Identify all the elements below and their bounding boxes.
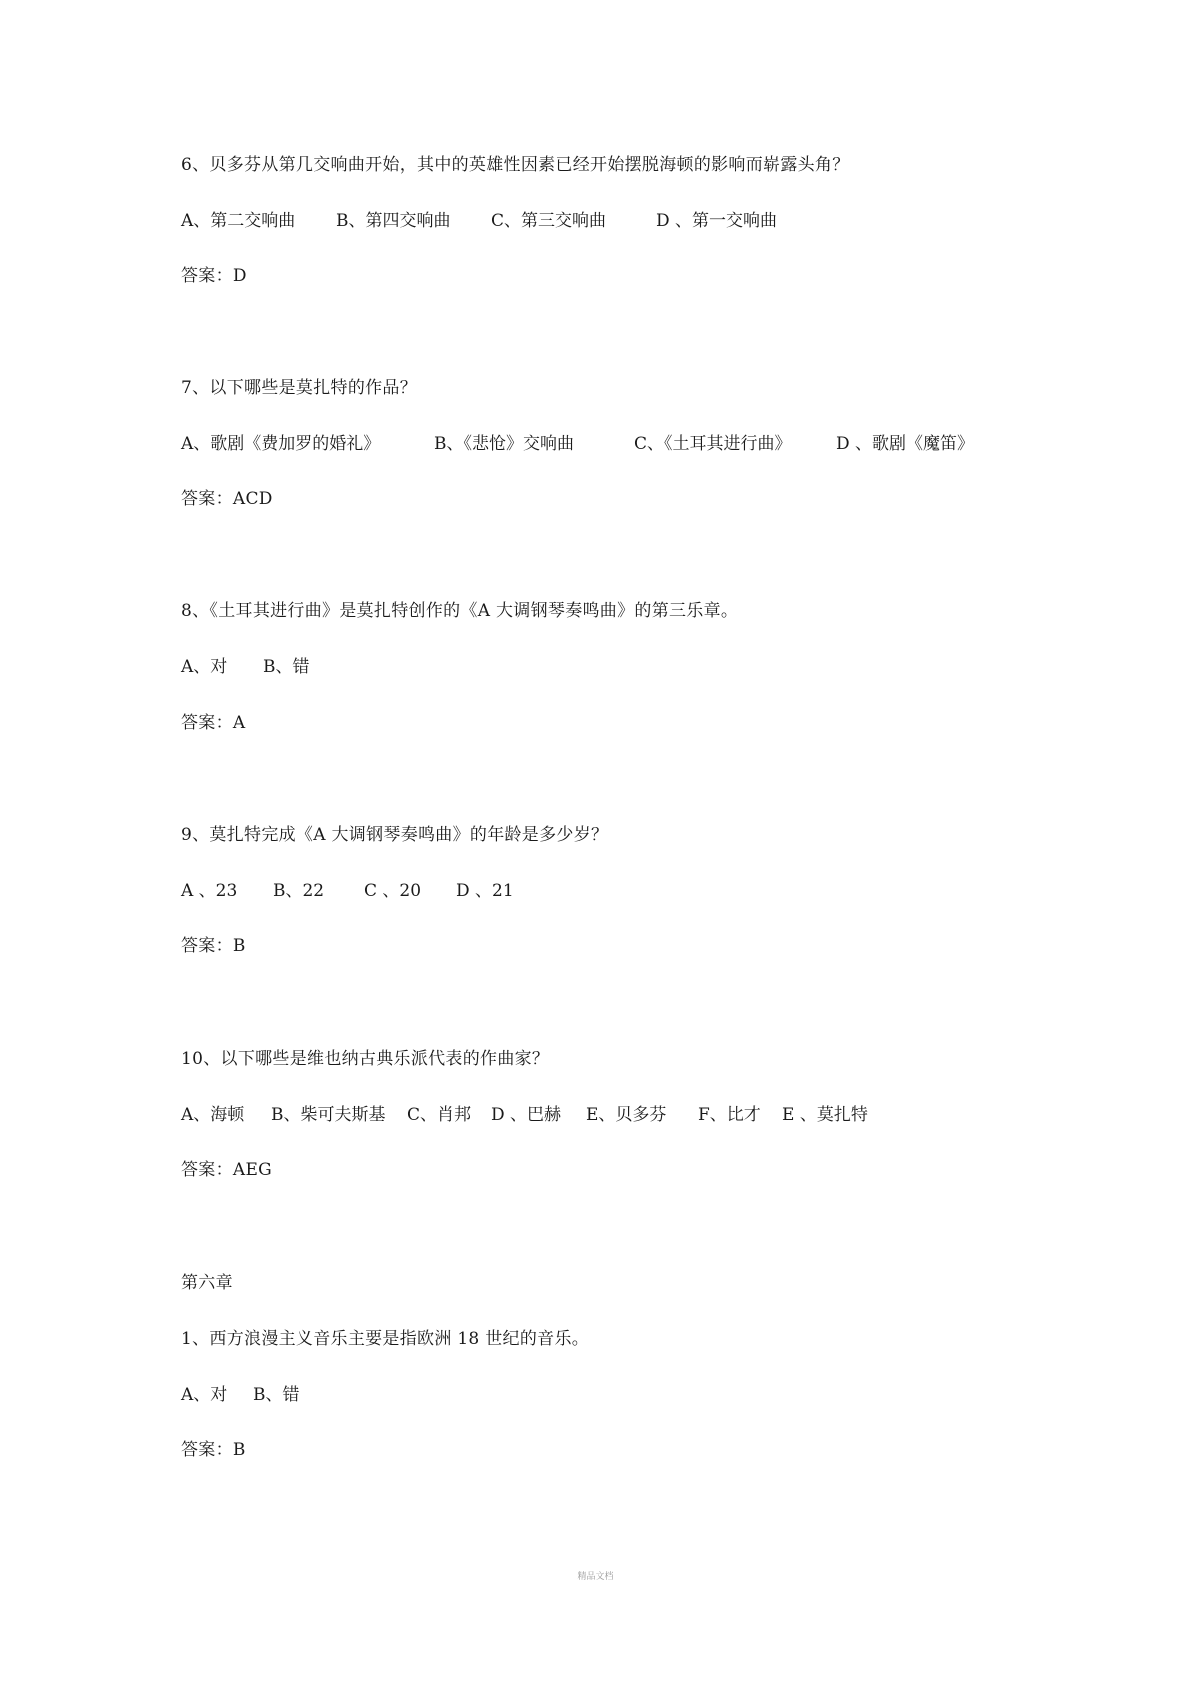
chapter-heading: 第六章 (181, 1273, 233, 1293)
option: A、对 (181, 657, 228, 677)
option: C、第三交响曲 (491, 211, 607, 231)
question-8-options (181, 656, 310, 678)
option: C、《土耳其进行曲》 (634, 434, 792, 454)
option: C 、20 (364, 881, 422, 901)
question-7-text: 7、以下哪些是莫扎特的作品？ (181, 378, 418, 398)
option: A、海顿 (181, 1105, 245, 1125)
option: C、肖邦 (407, 1105, 472, 1125)
option: A 、23 (181, 881, 238, 901)
question-9-options (181, 880, 514, 902)
option: D 、21 (456, 881, 514, 901)
option: E、贝多芬 (586, 1105, 667, 1125)
option: A、歌剧《费加罗的婚礼》 (181, 434, 381, 454)
option: D 、巴赫 (491, 1105, 562, 1125)
option: F、比才 (698, 1105, 761, 1125)
option: B、柴可夫斯基 (271, 1105, 386, 1125)
chapter-question-1-text: 1、西方浪漫主义音乐主要是指欧洲 18 世纪的音乐。 (181, 1329, 590, 1349)
question-10-answer: 答案：AEG (181, 1160, 273, 1180)
option: B、《悲怆》交响曲 (434, 434, 574, 454)
option: D 、歌剧《魔笛》 (836, 434, 975, 454)
page-footer: 精品文档 (577, 1572, 614, 1582)
question-7-options (181, 433, 974, 455)
option: B、第四交响曲 (336, 211, 451, 231)
option: D 、第一交响曲 (656, 211, 778, 231)
chapter-question-1-answer: 答案：B (181, 1440, 246, 1460)
option: B、22 (273, 881, 325, 901)
question-9-text: 9、莫扎特完成《A 大调钢琴奏鸣曲》的年龄是多少岁？ (181, 825, 609, 845)
option: A、对 (181, 1385, 228, 1405)
option: B、错 (263, 657, 310, 677)
option: E 、莫扎特 (782, 1105, 868, 1125)
question-8-text: 8、《土耳其进行曲》是莫扎特创作的《A 大调钢琴奏鸣曲》的第三乐章。 (181, 601, 739, 621)
option: B、错 (253, 1385, 300, 1405)
chapter-question-1-options (181, 1384, 300, 1406)
option: A、第二交响曲 (181, 211, 296, 231)
question-9-answer: 答案：B (181, 936, 246, 956)
question-6-text: 6、贝多芬从第几交响曲开始，其中的英雄性因素已经开始摆脱海顿的影响而崭露头角？ (181, 155, 850, 175)
question-6-answer: 答案：D (181, 266, 247, 286)
question-6-options (181, 210, 777, 232)
question-10-text: 10、以下哪些是维也纳古典乐派代表的作曲家？ (181, 1049, 550, 1069)
question-8-answer: 答案：A (181, 713, 246, 733)
question-10-options (181, 1104, 868, 1126)
question-7-answer: 答案：ACD (181, 489, 273, 509)
